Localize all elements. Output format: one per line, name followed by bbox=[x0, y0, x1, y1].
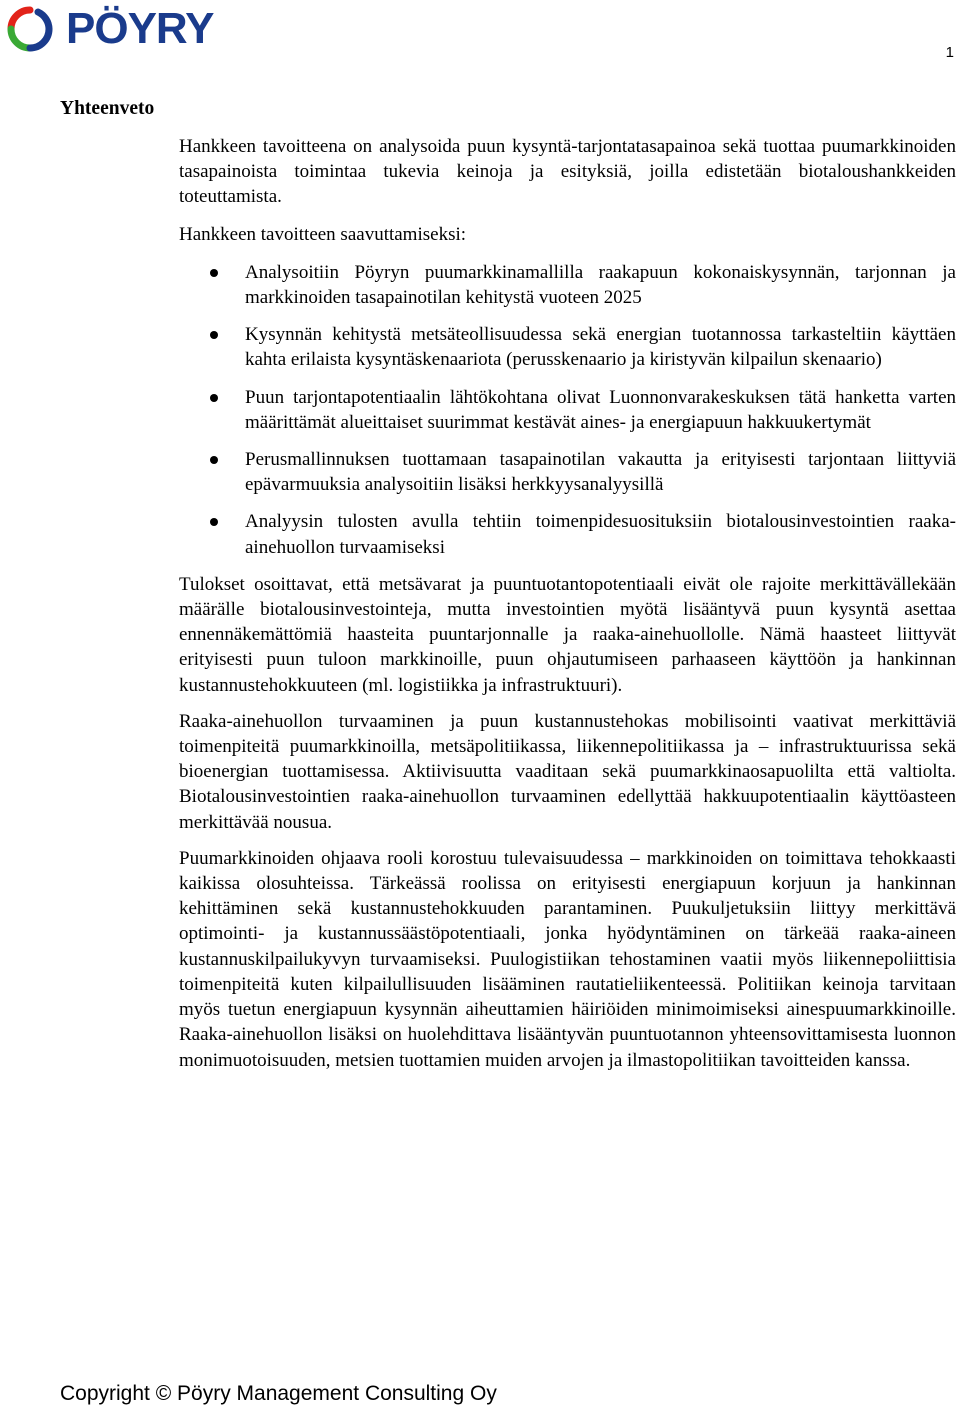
lead-paragraph: Hankkeen tavoitteen saavuttamiseksi: bbox=[179, 223, 467, 245]
list-item-text: Perusmallinnuksen tuottamaan tasapainotilan vakautta ja erityisesti tarjontaan liittyviä epävarmuuksia analysoitiin lisäksi herkkyysanalyysillä bbox=[245, 449, 956, 496]
page-number: 1 bbox=[945, 44, 954, 61]
bullet-icon bbox=[210, 269, 218, 277]
list-item-text: Analyysin tulosten avulla tehtiin toimenpidesuosituksiin biotalousinvestointien raaka-ainehuollon turvaamiseksi bbox=[245, 511, 956, 558]
bullet-icon bbox=[210, 331, 218, 339]
poyry-logo bbox=[4, 6, 244, 52]
list-item-text: Analysoitiin Pöyryn puumarkkinamallilla raakapuun kokonaiskysynnän, tarjonnan ja markkinoiden tasapainotilan kehitystä vuoteen 2025 bbox=[245, 261, 956, 309]
list-item-text: Kysynnän kehitystä metsäteollisuudessa sekä energian tuotannossa tarkasteltiin käyttäen kahta erilaista kysyntäskenaariota (perusskenaario ja kiristyvän kilpailun skenaario) bbox=[245, 324, 956, 371]
summary-body bbox=[179, 134, 956, 1084]
poyry-logo-icon bbox=[4, 6, 56, 52]
bullet-icon bbox=[210, 518, 218, 526]
logo-wordmark: PÖYRY bbox=[66, 4, 214, 53]
list-item bbox=[179, 385, 956, 435]
bullet-icon bbox=[210, 456, 218, 464]
goal-list bbox=[179, 260, 956, 560]
intro-paragraph: Hankkeen tavoitteena on analysoida puun kysyntä-tarjontatasapainoa sekä tuottaa puumarkkinoiden tasapainoista toimintaa tukevia keinoja ja esityksiä, joilla edistetään biotaloushankkeiden toteuttamista. bbox=[179, 136, 956, 208]
results-paragraph: Tulokset osoittavat, että metsävarat ja puuntuotantopotentiaali eivät ole rajoite merkittävällekään määrälle biotalousinvestointeja, mutta investointien myötä lisääntyvä puun kysyntä asettaa ennennäkemättömiä haasteita puuntarjonnalle ja raaka-ainehuollolle. Nämä haasteet liittyvät erityisesti puun tuloon markkinoille, puun ohjautumiseen parhaaseen käyttöön ja hankinnan kustannustehokkuuteen (ml. logistiikka ja infrastruktuuri). bbox=[179, 573, 956, 696]
list-item bbox=[179, 260, 956, 310]
list-item bbox=[179, 509, 956, 559]
list-item bbox=[179, 322, 956, 372]
market-paragraph: Puumarkkinoiden ohjaava rooli korostuu tulevaisuudessa – markkinoiden on toimittava tehokkaasti kaikissa olosuhteissa. Tärkeässä roolissa on erityisesti energiapuun korjuun ja hankinnan kehittäminen sekä kustannustehokkuuden parantaminen. Puukuljetuksiin liittyy merkittävä optimointi- ja kustannussäästöpotentiaali, jonka hyödyntäminen on tärkeää raaka-aineen kustannuskilpailukyvyn turvaamiseksi. Puulogistiikan tehostaminen vaatii myös liikennepoliittisia toimenpiteitä kuten kilpailullisuuden lisääminen rautatieliikenteessä. Politiikan keinoja tarvitaan myös tuetun energiapuun kysynnän aiheuttamien häiriöiden minimoimiseksi ainespuumarkkinoille. Raaka-ainehuollon lisäksi on huolehdittava lisääntyvän puuntuotannon yhteensovittamisesta luonnon monimuotoisuuden, metsien tuottamien muiden arvojen ja ilmastopolitiikan tavoitteiden kanssa. bbox=[179, 847, 956, 1071]
section-heading: Yhteenveto bbox=[60, 98, 155, 119]
copyright-footer: Copyright © Pöyry Management Consulting Oy bbox=[60, 1382, 497, 1405]
list-item-text: Puun tarjontapotentiaalin lähtökohtana olivat Luonnonvarakeskuksen tätä hanketta varten määrittämät alueittaiset suurimmat kestävät aines- ja energiapuun hakkuukertymät bbox=[245, 386, 956, 433]
list-item bbox=[179, 447, 956, 497]
bullet-icon bbox=[210, 394, 218, 402]
supply-paragraph: Raaka-ainehuollon turvaaminen ja puun kustannustehokas mobilisointi vaativat merkittäviä toimenpiteitä puumarkkinoilla, metsäpolitiikassa, liikennepolitiikassa ja – infrastruktuurissa sekä bioenergian tuottamisessa. Aktiivisuutta vaaditaan sekä puumarkkinaosapuolilta että valtiolta. Biotalousinvestointien raaka-ainehuollon turvaaminen edellyttää hakkuupotentiaalin käyttöasteen merkittävää nousua. bbox=[179, 710, 956, 833]
